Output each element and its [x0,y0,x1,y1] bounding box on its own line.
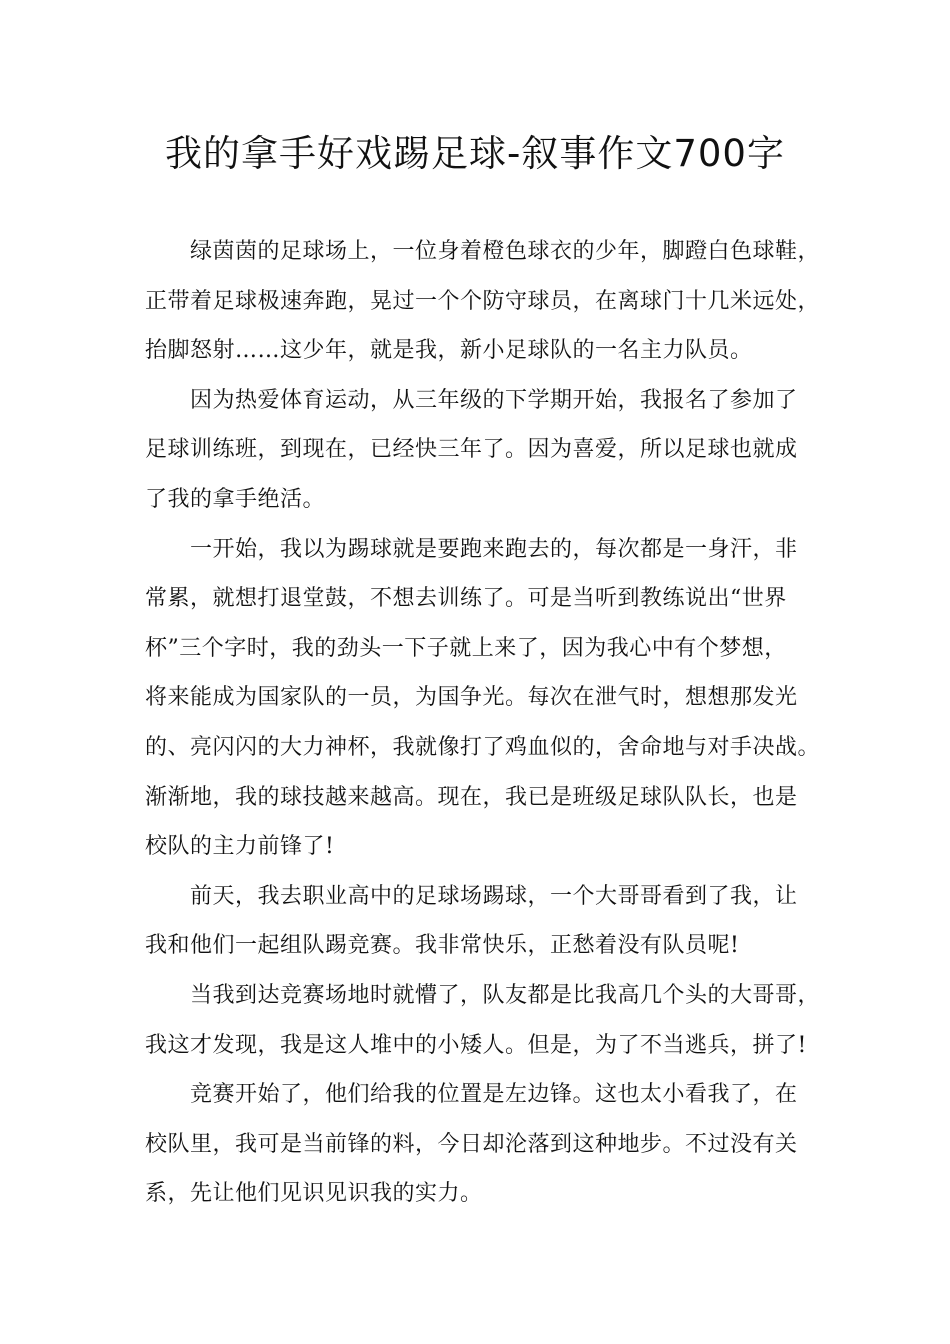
text-line: 绿茵茵的足球场上，一位身着橙色球衣的少年，脚蹬白色球鞋， [190,239,821,264]
text-line: 竞赛开始了，他们给我的位置是左边锋。这也太小看我了，在 [190,1082,798,1108]
text-line: 正带着足球极速奔跑，晃过一个个防守球员，在离球门十几米远处， [145,288,821,314]
text-line: 足球训练班，到现在，已经快三年了。因为喜爱，所以足球也就成 [145,437,798,463]
paragraph [145,381,835,530]
text-line: 系，先让他们见识见识我的实力。 [145,1181,483,1207]
text-line: 了我的拿手绝活。 [145,486,326,512]
text-line: 常累，就想打退堂鼓，不想去训练了。可是当听到教练说出“世界 [145,586,787,612]
document-title: 我的拿手好戏踢足球-叙事作文700字 [165,132,785,175]
text-line: 校队的主力前锋了! [145,834,335,860]
paragraph [145,1075,835,1224]
text-line: 杯”三个字时，我的劲头一下子就上来了，因为我心中有个梦想， [145,635,787,661]
text-line: 当我到达竞赛场地时就懵了，队友都是比我高几个头的大哥哥， [190,982,821,1008]
text-line: 抬脚怒射……这少年，就是我，新小足球队的一名主力队员。 [145,338,753,364]
paragraph [145,232,835,381]
text-line: 校队里，我可是当前锋的料，今日却沦落到这种地步。不过没有关 [145,1131,798,1157]
paragraph [145,530,835,877]
text-line: 渐渐地，我的球技越来越高。现在，我已是班级足球队队长，也是 [145,784,798,810]
text-line: 一开始，我以为踢球就是要跑来跑去的，每次都是一身汗，非 [190,536,798,562]
text-line: 我和他们一起组队踢竞赛。我非常快乐，正愁着没有队员呢! [145,933,740,959]
paragraph [145,976,835,1075]
text-line: 因为热爱体育运动，从三年级的下学期开始，我报名了参加了 [190,387,798,413]
text-line: 我这才发现，我是这人堆中的小矮人。但是，为了不当逃兵，拼了! [145,1032,807,1058]
document-body [145,232,835,1224]
paragraph [145,877,835,976]
text-line: 的、亮闪闪的大力神杯，我就像打了鸡血似的，舍命地与对手决战。 [145,734,821,760]
text-line: 前天，我去职业高中的足球场踢球，一个大哥哥看到了我，让 [190,883,798,909]
text-line: 将来能成为国家队的一员，为国争光。每次在泄气时，想想那发光 [145,685,798,711]
